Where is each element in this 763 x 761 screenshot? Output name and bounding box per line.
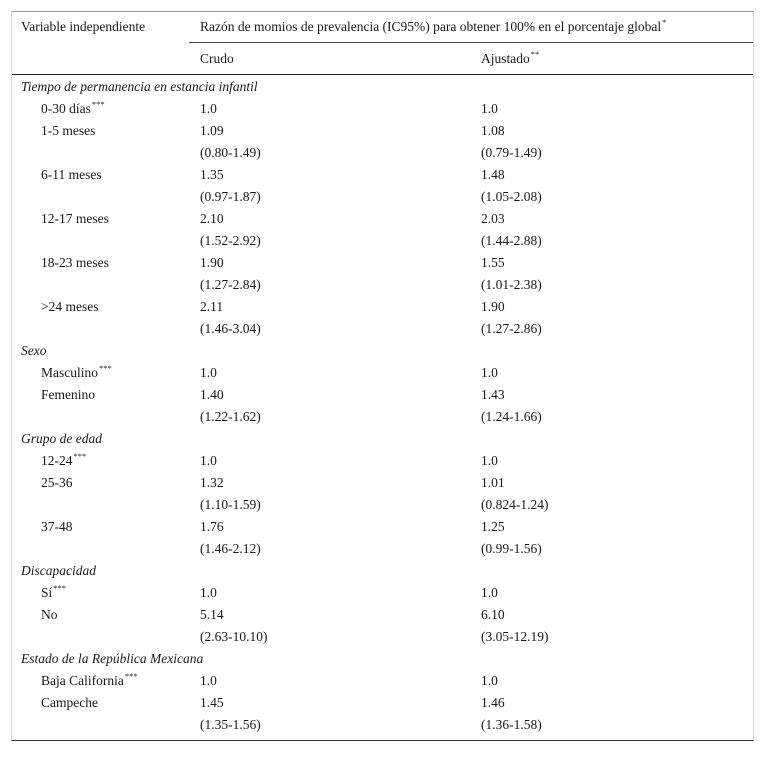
header-group-rule xyxy=(189,42,753,43)
table-row xyxy=(12,495,753,517)
row-label-text: Femenino xyxy=(41,387,95,402)
row-label-text: 1-5 meses xyxy=(41,123,96,138)
header-ajustado xyxy=(481,51,539,67)
table-row xyxy=(12,605,753,627)
cell-crudo: (1.27-2.84) xyxy=(200,277,261,292)
section-row xyxy=(12,561,753,583)
row-label xyxy=(41,255,109,271)
cell-ajustado: 1.08 xyxy=(481,123,505,138)
header-ajustado-text: Ajustado xyxy=(481,51,530,66)
section-title: Sexo xyxy=(21,343,47,358)
cell-ajustado: 1.01 xyxy=(481,475,505,490)
row-label-text: Sí xyxy=(41,585,53,600)
table-row xyxy=(12,715,753,737)
row-label-text: 0-30 días xyxy=(41,101,91,116)
reference-category-mark: *** xyxy=(91,99,105,109)
cell-crudo: (1.10-1.59) xyxy=(200,497,261,512)
row-label xyxy=(41,673,138,689)
table-row xyxy=(12,363,753,385)
cell-ajustado: (0.79-1.49) xyxy=(481,145,542,160)
table-row xyxy=(12,165,753,187)
row-label xyxy=(41,519,73,535)
row-label xyxy=(41,299,98,315)
section-row xyxy=(12,649,753,671)
cell-crudo: 2.10 xyxy=(200,211,224,226)
table-row xyxy=(12,583,753,605)
cell-ajustado: (0.824-1.24) xyxy=(481,497,549,512)
cell-ajustado: 1.55 xyxy=(481,255,505,270)
row-label xyxy=(41,453,86,469)
reference-category-mark: *** xyxy=(53,583,67,593)
table-row xyxy=(12,319,753,341)
cell-crudo: 1.40 xyxy=(200,387,224,402)
section-title: Discapacidad xyxy=(21,563,96,578)
cell-ajustado: (1.27-2.86) xyxy=(481,321,542,336)
cell-crudo: 1.0 xyxy=(200,453,217,468)
row-label-text: Masculino xyxy=(41,365,98,380)
table-row xyxy=(12,671,753,693)
table-row xyxy=(12,121,753,143)
row-label-text: 37-48 xyxy=(41,519,73,534)
section-row xyxy=(12,429,753,451)
header-group-footnote-mark: * xyxy=(662,17,667,27)
table-row xyxy=(12,451,753,473)
section-row xyxy=(12,77,753,99)
row-label-text: No xyxy=(41,607,58,622)
table-row xyxy=(12,143,753,165)
header-group-title-text: Razón de momios de prevalencia (IC95%) para obtener 100% en el porcentaje global xyxy=(200,19,662,34)
table-body xyxy=(12,75,753,740)
cell-ajustado: 1.0 xyxy=(481,673,498,688)
row-label xyxy=(41,607,58,623)
table-row xyxy=(12,99,753,121)
cell-crudo: 1.0 xyxy=(200,673,217,688)
cell-ajustado: (1.01-2.38) xyxy=(481,277,542,292)
section-title: Grupo de edad xyxy=(21,431,102,446)
row-label xyxy=(41,167,102,183)
cell-ajustado: (1.24-1.66) xyxy=(481,409,542,424)
cell-crudo: (1.46-3.04) xyxy=(200,321,261,336)
table-row xyxy=(12,517,753,539)
cell-ajustado: 1.0 xyxy=(481,585,498,600)
cell-crudo: (1.52-2.92) xyxy=(200,233,261,248)
row-label-text: Baja California xyxy=(41,673,124,688)
cell-ajustado: (0.99-1.56) xyxy=(481,541,542,556)
row-label-text: Campeche xyxy=(41,695,98,710)
header-crudo: Crudo xyxy=(200,51,234,66)
cell-crudo: 1.45 xyxy=(200,695,224,710)
cell-ajustado: (3.05-12.19) xyxy=(481,629,549,644)
row-label-text: 6-11 meses xyxy=(41,167,102,182)
cell-ajustado: 1.0 xyxy=(481,365,498,380)
table-row xyxy=(12,539,753,561)
cell-ajustado: 6.10 xyxy=(481,607,505,622)
row-label xyxy=(41,211,109,227)
prevalence-odds-table xyxy=(11,11,754,741)
row-label xyxy=(41,695,98,711)
table-row xyxy=(12,693,753,715)
table-row xyxy=(12,407,753,429)
table-row xyxy=(12,627,753,649)
cell-crudo: 1.0 xyxy=(200,365,217,380)
row-label-text: 18-23 meses xyxy=(41,255,109,270)
row-label xyxy=(41,475,73,491)
header-ajustado-footnote-mark: ** xyxy=(530,49,540,59)
cell-ajustado: 1.90 xyxy=(481,299,505,314)
cell-ajustado: (1.44-2.88) xyxy=(481,233,542,248)
table-row xyxy=(12,187,753,209)
cell-ajustado: 1.0 xyxy=(481,453,498,468)
row-label xyxy=(41,365,112,381)
table-row xyxy=(12,209,753,231)
table-row xyxy=(12,275,753,297)
cell-crudo: 1.35 xyxy=(200,167,224,182)
cell-crudo: 1.0 xyxy=(200,101,217,116)
cell-ajustado: 1.25 xyxy=(481,519,505,534)
cell-ajustado: 1.48 xyxy=(481,167,505,182)
cell-crudo: (1.22-1.62) xyxy=(200,409,261,424)
cell-crudo: 2.11 xyxy=(200,299,224,314)
row-label-text: >24 meses xyxy=(41,299,99,314)
cell-ajustado: 1.43 xyxy=(481,387,505,402)
header-group-title xyxy=(200,19,666,35)
cell-crudo: (2.63-10.10) xyxy=(200,629,268,644)
cell-crudo: 5.14 xyxy=(200,607,224,622)
cell-crudo: (1.46-2.12) xyxy=(200,541,261,556)
row-label-text: 12-24 xyxy=(41,453,73,468)
cell-ajustado: 1.0 xyxy=(481,101,498,116)
row-label xyxy=(41,387,95,403)
header-variable-independiente: Variable independiente xyxy=(21,19,146,34)
row-label xyxy=(41,585,66,601)
section-title: Estado de la República Mexicana xyxy=(21,651,204,666)
reference-category-mark: *** xyxy=(124,671,138,681)
table-row xyxy=(12,473,753,495)
reference-category-mark: *** xyxy=(99,363,112,373)
table-row xyxy=(12,253,753,275)
cell-crudo: 1.32 xyxy=(200,475,224,490)
table-row xyxy=(12,231,753,253)
cell-ajustado: 2.03 xyxy=(481,211,505,226)
table-row xyxy=(12,297,753,319)
row-label-text: 25-36 xyxy=(41,475,73,490)
cell-crudo: 1.0 xyxy=(200,585,217,600)
cell-crudo: 1.76 xyxy=(200,519,224,534)
cell-ajustado: 1.46 xyxy=(481,695,505,710)
section-title: Tiempo de permanencia en estancia infantil xyxy=(21,79,258,94)
cell-ajustado: (1.05-2.08) xyxy=(481,189,542,204)
section-row xyxy=(12,341,753,363)
cell-ajustado: (1.36-1.58) xyxy=(481,717,542,732)
cell-crudo: (0.97-1.87) xyxy=(200,189,261,204)
row-label xyxy=(41,101,105,117)
cell-crudo: (1.35-1.56) xyxy=(200,717,261,732)
table-header xyxy=(12,12,753,75)
row-label-text: 12-17 meses xyxy=(41,211,109,226)
cell-crudo: (0.80-1.49) xyxy=(200,145,261,160)
reference-category-mark: *** xyxy=(73,451,87,461)
cell-crudo: 1.90 xyxy=(200,255,224,270)
row-label xyxy=(41,123,95,139)
cell-crudo: 1.09 xyxy=(200,123,224,138)
table-row xyxy=(12,385,753,407)
